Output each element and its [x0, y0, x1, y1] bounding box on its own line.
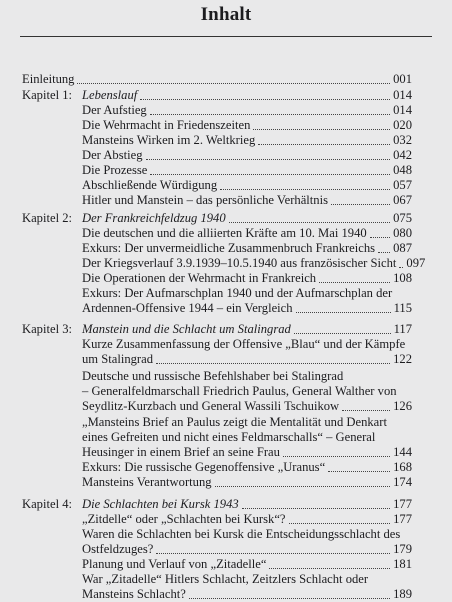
entry-title: Der Aufstieg	[82, 103, 147, 117]
page-number: 177	[393, 512, 412, 526]
dot-leader	[399, 267, 403, 268]
entry-title: Planung und Verlauf von „Zitadelle“	[82, 557, 267, 571]
page-number: 080	[393, 226, 412, 240]
dot-leader	[140, 99, 390, 100]
dot-leader	[215, 486, 391, 487]
page-number: 075	[393, 211, 412, 225]
chapter-label: Kapitel 2:	[22, 211, 73, 225]
page-number: 108	[393, 271, 412, 285]
dot-leader	[156, 553, 390, 554]
entry-title: Abschließende Würdigung	[82, 178, 218, 192]
entry-title: Exkurs: Der unvermeidliche Zusammenbruch Frankreichs	[82, 241, 376, 255]
dot-leader	[156, 363, 390, 364]
page-number: 126	[393, 399, 412, 413]
page-number: 122	[393, 352, 412, 366]
dot-leader	[146, 159, 391, 160]
entry-title: „Zitdelle“ oder „Schlachten bei Kursk“?	[82, 512, 286, 526]
entry-title: Heusinger in einem Brief an seine Frau	[82, 445, 280, 459]
page-number: 087	[393, 241, 412, 255]
dot-leader	[296, 312, 391, 313]
entry-title: Mansteins Schlacht?	[82, 587, 186, 601]
chapter-label: Kapitel 1:	[22, 88, 73, 102]
page-number: 020	[393, 118, 412, 132]
dot-leader	[150, 114, 390, 115]
entry-title: Die Wehrmacht in Friedenszeiten	[82, 118, 251, 132]
entry-title: Einleitung	[22, 72, 75, 86]
chapter-label: Kapitel 4:	[22, 497, 73, 511]
dot-leader	[253, 129, 390, 130]
entry-title: Der Kriegsverlauf 3.9.1939–10.5.1940 aus französischer Sicht	[82, 256, 397, 270]
entry-title: Manstein und die Schlacht um Stalingrad	[82, 322, 291, 336]
entry-title: War „Zitadelle“ Hitlers Schlacht, Zeitzlers Schlacht oder	[82, 572, 369, 586]
entry-title: Der Frankreichfeldzug 1940	[82, 211, 226, 225]
page-number: 177	[393, 497, 412, 511]
entry-title: Deutsche und russische Befehlshaber bei Stalingrad	[82, 369, 344, 383]
entry-title: Die deutschen und die alliierten Kräfte am 10. Mai 1940	[82, 226, 367, 240]
entry-title: Die Operationen der Wehrmacht in Frankreich	[82, 271, 317, 285]
entry-title: Waren die Schlachten bei Kursk die Entscheidungsschlacht des	[82, 527, 401, 541]
entry-title: – Generalfeldmarschall Friedrich Paulus, General Walther von	[82, 384, 397, 398]
page-number: 001	[393, 72, 412, 86]
page-number: 014	[393, 103, 412, 117]
page-number: 189	[393, 587, 412, 601]
page-number: 067	[393, 193, 412, 207]
dot-leader	[189, 598, 390, 599]
dot-leader	[331, 204, 390, 205]
page-number: 117	[393, 322, 412, 336]
entry-title: Mansteins Verantwortung	[82, 475, 212, 489]
dot-leader	[370, 237, 390, 238]
dot-leader	[294, 333, 391, 334]
entry-title: eines Gefreiten und nicht eines Feldmarschalls“ – General	[82, 430, 376, 444]
entry-title: „Mansteins Brief an Paulus zeigt die Mentalität und Denkart	[82, 415, 387, 429]
page-number: 042	[393, 148, 412, 162]
entry-title: Die Prozesse	[82, 163, 148, 177]
page-number: 057	[393, 178, 412, 192]
chapter-label: Kapitel 3:	[22, 322, 73, 336]
entry-title: Lebenslauf	[82, 88, 138, 102]
dot-leader	[77, 83, 390, 84]
entry-title: Die Schlachten bei Kursk 1943	[82, 497, 239, 511]
dot-leader	[258, 144, 390, 145]
page-number: 115	[393, 301, 412, 315]
entry-title: um Stalingrad	[82, 352, 154, 366]
entry-title: Ardennen-Offensive 1944 – ein Vergleich	[82, 301, 293, 315]
page-number: 014	[393, 88, 412, 102]
page-number: 048	[393, 163, 412, 177]
page-number: 097	[406, 256, 426, 270]
dot-leader	[242, 508, 390, 509]
dot-leader	[283, 456, 390, 457]
page-number: 168	[393, 460, 412, 474]
page-number: 181	[393, 557, 412, 571]
dot-leader	[378, 252, 390, 253]
dot-leader	[150, 174, 390, 175]
entry-title: Exkurs: Der Aufmarschplan 1940 und der Aufmarschplan der	[82, 286, 393, 300]
dot-leader	[220, 189, 390, 190]
page-number: 032	[393, 133, 412, 147]
dot-leader	[229, 222, 390, 223]
entry-title: Kurze Zusammenfassung der Offensive „Blau“ und der Kämpfe	[82, 337, 406, 351]
entry-title: Der Abstieg	[82, 148, 143, 162]
dot-leader	[289, 523, 391, 524]
page-number: 179	[393, 542, 412, 556]
dot-leader	[342, 410, 390, 411]
entry-title: Ostfeldzuges?	[82, 542, 154, 556]
page-number: 174	[393, 475, 412, 489]
page-number: 144	[393, 445, 412, 459]
entry-title: Hitler und Manstein – das persönliche Verhältnis	[82, 193, 328, 207]
dot-leader	[269, 568, 390, 569]
dot-leader	[328, 471, 390, 472]
page-title: Inhalt	[200, 4, 252, 25]
entry-title: Mansteins Wirken im 2. Weltkrieg	[82, 133, 256, 147]
entry-title: Seydlitz-Kurzbach und General Wassili Tschuikow	[82, 399, 340, 413]
title-rule	[20, 36, 432, 37]
dot-leader	[319, 282, 390, 283]
entry-title: Exkurs: Die russische Gegenoffensive „Uranus“	[82, 460, 326, 474]
